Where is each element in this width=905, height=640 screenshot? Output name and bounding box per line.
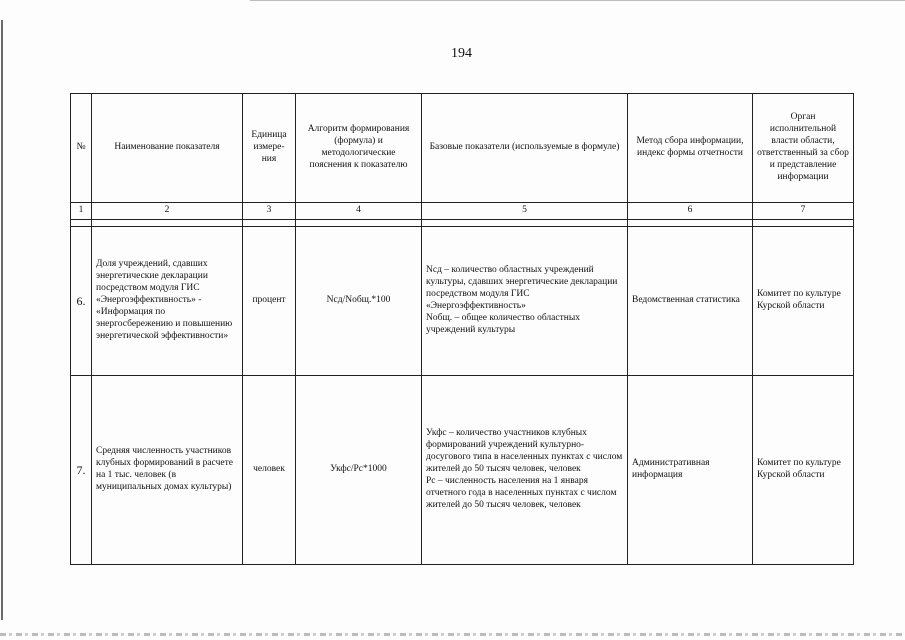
header-cell-body: Орган исполнительной власти области, ответственный за сбор и представление информации [753,94,854,203]
column-numbers-row [71,203,854,220]
column-number: 1 [71,203,92,220]
page-number: 194 [451,46,472,61]
responsible-body: Комитет по культуре Курской области [753,227,854,376]
table-row [71,227,854,376]
column-number: 7 [753,203,854,220]
table-row [71,376,854,565]
header-cell-number: № [71,94,92,203]
indicator-name: Средняя численность участников клубных формирований в расчете на 1 тыс. человек (в муниципальных домах культуры) [92,376,243,565]
row-number: 7. [71,376,92,565]
unit-of-measure: процент [243,227,296,376]
base-indicators: Nсд – количество областных учреждений культуры, сдавших энергетические декларации посредством модуля ГИС «Энергоэффективность» Nобщ. – общее количество областных учреждений культуры [422,227,628,376]
header-cell-formula: Алгоритм формирования (формула) и методологические пояснения к показателю [296,94,422,203]
row-number: 6. [71,227,92,376]
separator-row [71,220,854,227]
scan-top-line [250,0,905,1]
formula: Nсд/Nобщ.*100 [296,227,422,376]
column-number: 4 [296,203,422,220]
column-number: 5 [422,203,628,220]
column-number: 6 [628,203,753,220]
column-number: 3 [243,203,296,220]
scan-bottom-artifact [0,633,905,636]
base-indicators: Укфс – количество участников клубных формирований учреждений культурно-досугового типа в населенных пунктах с числом жителей до 50 тысяч человек, человек Рс – численность населения на 1 января отчетного года в населенных пунктах с числом жителей до 50 тысяч человек, человек [422,376,628,565]
header-cell-method: Метод сбора информации, индекс формы отчетности [628,94,753,203]
scan-left-edge [1,20,3,620]
indicators-table [70,93,854,565]
collection-method: Административная информация [628,376,753,565]
responsible-body: Комитет по культуре Курской области [753,376,854,565]
indicator-name: Доля учреждений, сдавших энергетические декларации посредством модуля ГИС «Энергоэффективность» - «Информация по энергосбережению и повышению энергетической эффективности» [92,227,243,376]
collection-method: Ведомственная статистика [628,227,753,376]
column-number: 2 [92,203,243,220]
header-cell-base: Базовые показатели (используемые в формуле) [422,94,628,203]
formula: Укфс/Рс*1000 [296,376,422,565]
header-cell-name: Наименование показателя [92,94,243,203]
header-row [71,94,854,203]
unit-of-measure: человек [243,376,296,565]
header-cell-unit: Единица измере-ния [243,94,296,203]
